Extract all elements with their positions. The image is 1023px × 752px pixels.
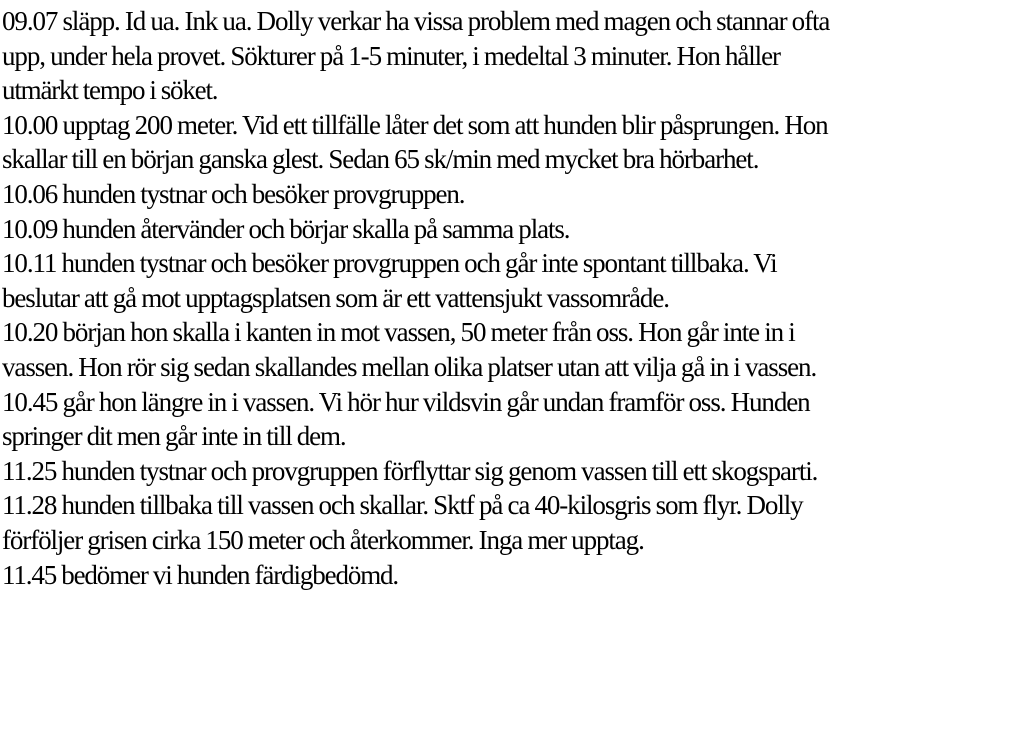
- text-line: 10.06 hunden tystnar och besöker provgruppen.: [2, 178, 465, 209]
- text-line: 10.45 går hon längre in i vassen. Vi hör hur vildsvin går undan framför oss. Hunden: [2, 386, 810, 417]
- text-line: 10.20 början hon skalla i kanten in mot vassen, 50 meter från oss. Hon går inte in i: [2, 317, 795, 348]
- text-line: 10.11 hunden tystnar och besöker provgruppen och går inte spontant tillbaka. Vi: [2, 248, 777, 279]
- text-line: 09.07 släpp. Id ua. Ink ua. Dolly verkar ha vissa problem med magen och stannar ofta: [2, 6, 830, 36]
- text-line: 10.00 upptag 200 meter. Vid ett tillfälle låter det som att hunden blir påsprungen. Hon: [2, 109, 828, 140]
- text-line: 11.25 hunden tystnar och provgruppen förflyttar sig genom vassen till ett skogsparti.: [2, 455, 818, 486]
- text-line: springer dit men går inte in till dem.: [2, 421, 346, 452]
- text-line: upp, under hela provet. Sökturer på 1-5 minuter, i medeltal 3 minuter. Hon håller: [2, 40, 780, 71]
- text-line: 11.45 bedömer vi hunden färdigbedömd.: [2, 559, 399, 590]
- text-line: 11.28 hunden tillbaka till vassen och skallar. Sktf på ca 40-kilosgris som flyr. Dolly: [2, 490, 803, 521]
- text-line: förföljer grisen cirka 150 meter och återkommer. Inga mer upptag.: [2, 524, 644, 555]
- text-line: skallar till en början ganska glest. Sedan 65 sk/min med mycket bra hörbarhet.: [2, 144, 759, 175]
- text-line: beslutar att gå mot upptagsplatsen som är ett vattensjukt vassområde.: [2, 282, 669, 313]
- text-line: utmärkt tempo i söket.: [2, 75, 218, 106]
- text-line: 10.09 hunden återvänder och börjar skalla på samma plats.: [2, 213, 570, 244]
- text-line: vassen. Hon rör sig sedan skallandes mellan olika platser utan att vilja gå in i vassen.: [2, 351, 817, 382]
